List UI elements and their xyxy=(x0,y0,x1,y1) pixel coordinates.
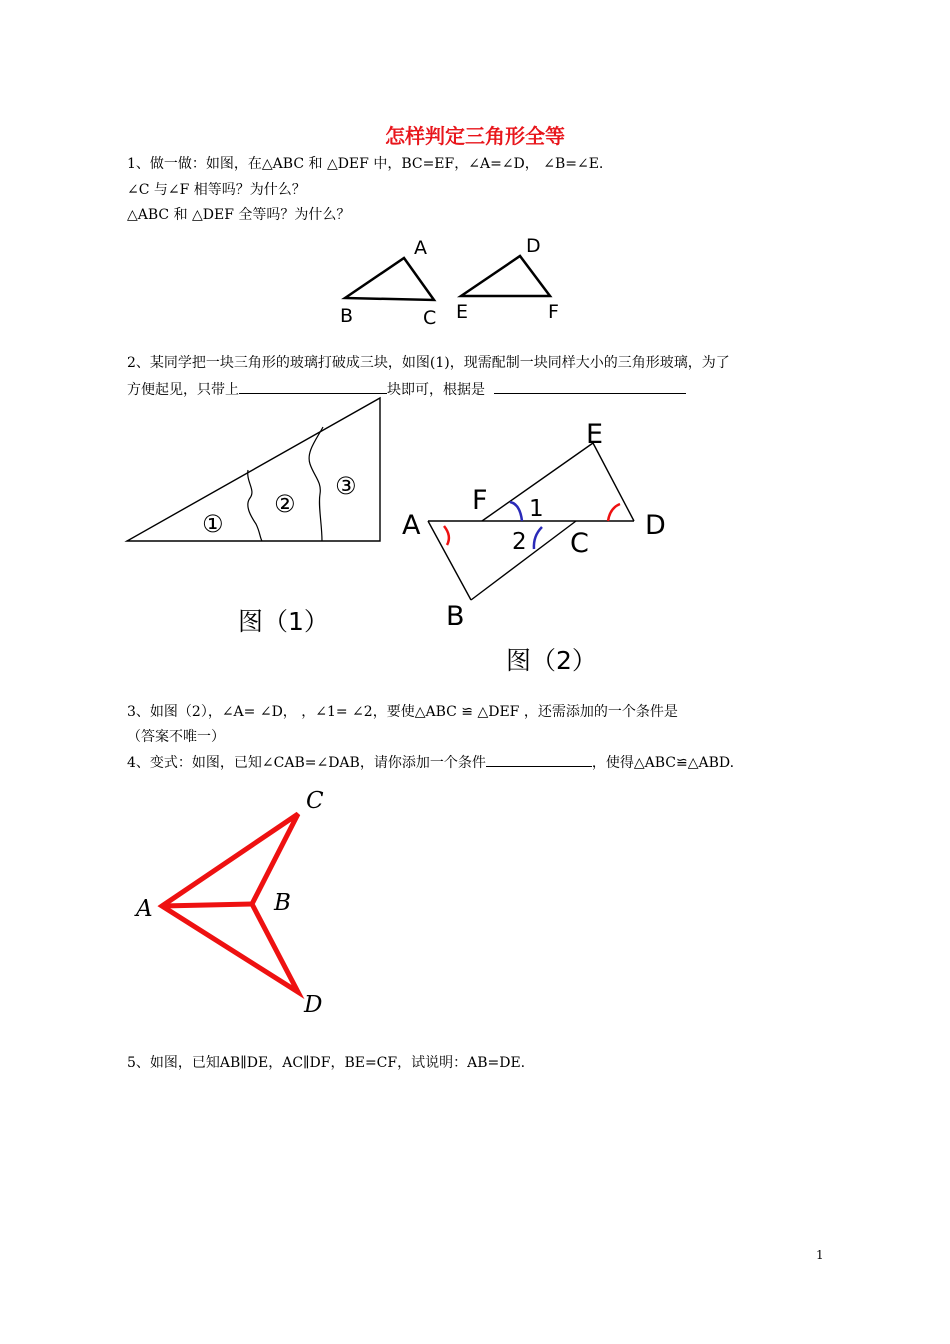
q1-triangles-figure xyxy=(330,230,590,330)
fig2-label-a: A xyxy=(402,510,421,541)
triangle-def xyxy=(461,256,550,296)
crack-1 xyxy=(248,470,262,541)
q2-text-b: 块即可，根据是 xyxy=(387,382,485,398)
q3-line2: （答案不唯一） xyxy=(127,729,225,745)
figure-2-triangles xyxy=(400,410,680,630)
fig2-label-b: B xyxy=(446,601,465,630)
label-d: D xyxy=(526,235,541,257)
fig2-label-c: C xyxy=(570,528,589,559)
arc-angle-a xyxy=(444,526,449,545)
label-c: C xyxy=(423,307,437,329)
figure-1-broken-glass xyxy=(120,390,390,550)
fig2-label-d: D xyxy=(645,510,666,541)
q4-blank[interactable] xyxy=(486,752,592,767)
fig2-label-f: F xyxy=(472,485,488,516)
q2-blank-2[interactable] xyxy=(494,379,686,394)
arc-angle-1 xyxy=(510,502,522,521)
label-e: E xyxy=(456,301,469,323)
q2-line1: 2、某同学把一块三角形的玻璃打破成三块，如图(1)，现需配制一块同样大小的三角形玻璃，为了 xyxy=(127,355,730,371)
piece-1: ① xyxy=(202,510,224,538)
crack-2 xyxy=(309,427,323,541)
piece-2: ② xyxy=(274,490,296,518)
q1-line2: ∠C 与∠F 相等吗？为什么？ xyxy=(127,182,306,198)
fig2-label-e: E xyxy=(586,419,604,450)
q1-line1: 1、做一做：如图，在△ABC 和 △DEF 中，BC=EF，∠A=∠D， ∠B=∠E. xyxy=(127,156,604,172)
triangle-abc xyxy=(345,258,434,300)
figure-1-caption: 图（1） xyxy=(238,607,329,636)
line-ab xyxy=(428,521,471,600)
q4-label-a: A xyxy=(136,896,153,922)
q5-line1: 5、如图，已知AB∥DE，AC∥DF，BE=CF，试说明：AB=DE. xyxy=(127,1055,526,1071)
fig2-label-2: 2 xyxy=(512,529,527,555)
page-number: 1 xyxy=(816,1248,824,1262)
line-a-b xyxy=(162,904,252,906)
q2-text-a: 方便起见，只带上 xyxy=(127,382,239,398)
q4-label-c: C xyxy=(306,788,324,814)
page-title: 怎样判定三角形全等 xyxy=(385,124,565,148)
label-f: F xyxy=(548,301,559,323)
arc-angle-d xyxy=(608,504,620,521)
q4-label-d: D xyxy=(304,992,323,1018)
q1-line3: △ABC 和 △DEF 全等吗？为什么？ xyxy=(127,207,351,223)
q4-label-b: B xyxy=(274,890,291,916)
q4-text-b: ，使得△ABC≌△ABD. xyxy=(591,755,735,771)
label-a: A xyxy=(414,237,427,259)
figure-2-caption: 图（2） xyxy=(506,646,597,675)
label-b: B xyxy=(340,305,354,327)
q3-line1: 3、如图（2），∠A= ∠D， ，∠1= ∠2，要使△ABC ≌ △DEF ，还需添加的一个条件是 xyxy=(127,704,678,720)
q4-line1 xyxy=(127,752,734,772)
fig2-label-1: 1 xyxy=(529,496,544,522)
q4-kite-figure xyxy=(130,780,360,1020)
piece-3: ③ xyxy=(335,472,357,500)
arc-angle-2 xyxy=(534,527,542,549)
q4-text-a: 4、变式：如图，已知∠CAB=∠DAB，请你添加一个条件 xyxy=(127,755,486,771)
